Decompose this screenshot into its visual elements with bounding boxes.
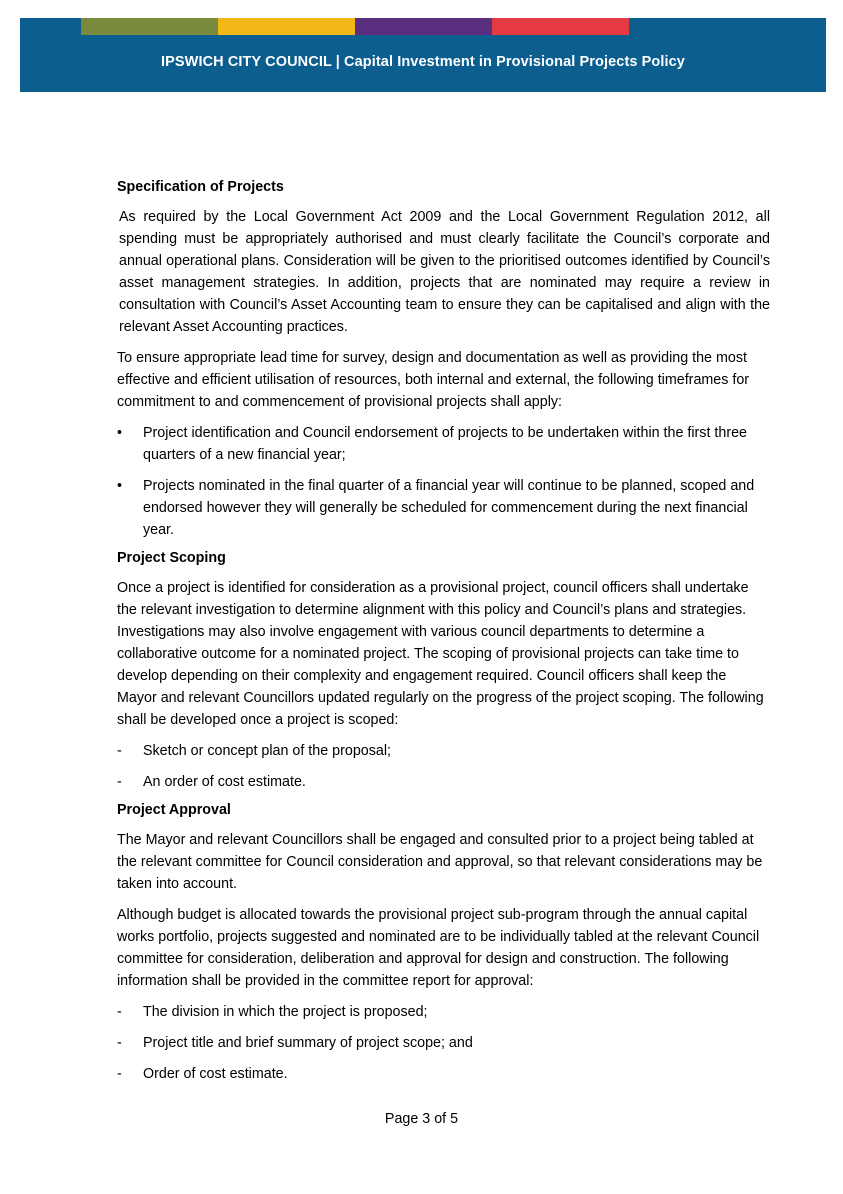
dash-text: An order of cost estimate. [143, 774, 306, 790]
paragraph: The Mayor and relevant Councillors shall be engaged and consulted prior to a project being tabled at the relevant committee for Council consideration and approval, so that relevant considerations may be taken into account. [117, 832, 763, 892]
dash-marker: - [117, 743, 122, 759]
bullet-marker: • [117, 425, 123, 441]
heading-project-scoping: Project Scoping [117, 550, 226, 566]
dash-text: Project title and brief summary of project scope; and [143, 1035, 473, 1051]
bullet-item [117, 475, 770, 541]
stripe-olive [81, 18, 218, 35]
bullet-text: Project identification and Council endorsement of projects to be undertaken within the first three quarters of a new financial year; [143, 425, 747, 463]
stripe-red [492, 18, 629, 35]
dash-marker: - [117, 1035, 122, 1051]
dash-item [117, 771, 770, 793]
paragraph: As required by the Local Government Act 2009 and the Local Government Regulation 2012, all spending must be appropriately authorised and must clearly facilitate the Council’s corporate and annual operational plans. Consideration will be given to the prioritised outcomes identified by Council’s asset management strategies. In addition, projects that are nominated may require a review in consultation with Council’s Asset Accounting team to ensure they can be capitalised and align with the relevant Asset Accounting practices. [119, 209, 770, 335]
document-title: IPSWICH CITY COUNCIL | Capital Investment in Provisional Projects Policy [161, 54, 685, 70]
bullet-text: Projects nominated in the final quarter of a financial year will continue to be planned, scoped and endorsed however they will generally be scheduled for commencement during the next financial year. [143, 478, 755, 538]
dash-text: Order of cost estimate. [143, 1066, 288, 1082]
header-band [20, 18, 826, 92]
paragraph: To ensure appropriate lead time for survey, design and documentation as well as providing the most effective and efficient utilisation of resources, both internal and external, the following timeframes for commitment to and commencement of provisional projects shall apply: [117, 350, 750, 410]
dash-marker: - [117, 1066, 122, 1082]
stripe-purple [355, 18, 492, 35]
dash-item [117, 1001, 770, 1023]
stripe-blue [629, 18, 766, 35]
dash-marker: - [117, 774, 122, 790]
dash-text: Sketch or concept plan of the proposal; [143, 743, 391, 759]
page-number: Page 3 of 5 [384, 1111, 459, 1127]
paragraph: Although budget is allocated towards the provisional project sub-program through the annual capital works portfolio, projects suggested and nominated are to be individually tabled at the relevant Council committee for consideration, deliberation and approval for design and construction. The following information shall be provided in the committee report for approval: [117, 907, 760, 989]
color-stripes [81, 18, 766, 35]
page-content [117, 176, 770, 1094]
dash-item [117, 1063, 770, 1085]
bullet-item [117, 422, 770, 466]
heading-specification: Specification of Projects [117, 179, 284, 195]
dash-item [117, 1032, 770, 1054]
dash-item [117, 740, 770, 762]
dash-text: The division in which the project is proposed; [143, 1004, 428, 1020]
dash-marker: - [117, 1004, 122, 1020]
bullet-marker: • [117, 478, 123, 494]
stripe-yellow [218, 18, 355, 35]
heading-project-approval: Project Approval [117, 802, 231, 818]
paragraph: Once a project is identified for consideration as a provisional project, council officers shall undertake the relevant investigation to determine alignment with this policy and Council’s plans and strategies. Investigations may also involve engagement with various council departments to determine a collaborative outcome for a nominated project. The scoping of provisional projects can take time to develop depending on their complexity and engagement required. Council officers shall keep the Mayor and relevant Councillors updated regularly on the progress of the project scoping. The following shall be developed once a project is scoped: [117, 580, 764, 728]
